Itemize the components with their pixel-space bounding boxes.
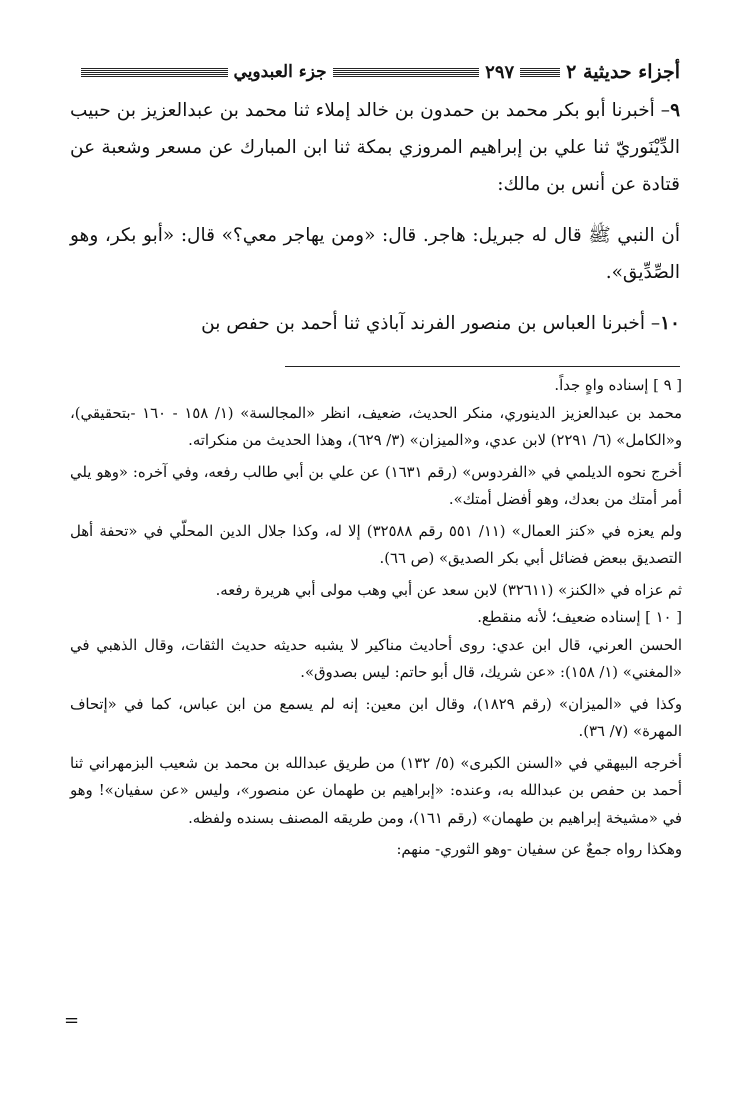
header-rule-left	[81, 68, 228, 77]
hadith-9-chain	[70, 92, 680, 203]
hadith-10-chain	[70, 305, 680, 342]
continuation-mark: =	[64, 1010, 80, 1031]
footnotes	[70, 372, 682, 868]
hadith-10-number: ١٠	[660, 313, 680, 334]
footnote-paragraph: محمد بن عبدالعزيز الدينوري، منكر الحديث، ضعيف، انظر «المجالسة» (١/ ١٥٨ - ١٦٠ -بتحقيقي)، و«الكامل» (٦/ ٢٢٩١) لابن عدي، و«الميزان» (٣/ ٦٢٩)، وهذا الحديث من منكراته.	[70, 404, 682, 449]
main-text	[70, 92, 680, 342]
page-header	[75, 52, 680, 92]
book-title: أجزاء حديثية ٢	[566, 61, 680, 83]
footnote-paragraph: ولم يعزه في «كنز العمال» (١١/ ٥٥١ رقم ٣٢٥٨٨) إلا له، وكذا جلال الدين المحلّي في «تحفة أهل التصديق ببعض فضائل أبي بكر الصديق» (ص ٦٦).	[70, 522, 682, 567]
paragraph-gap	[70, 203, 680, 217]
footnote-paragraph: وهكذا رواه جمعٌ عن سفيان -وهو الثوري- منهم:	[396, 841, 682, 858]
footnote-paragraph: ثم عزاه في «الكنز» (٣٢٦١١) لابن سعد عن أبي وهب مولى أبي هريرة رفعه.	[215, 581, 682, 599]
footnote-9-heading: [ ٩ ] إسناده واهٍ جداً.	[554, 377, 682, 394]
paragraph-gap	[70, 291, 680, 305]
footnote-paragraph: وكذا في «الميزان» (رقم ١٨٢٩)، وقال ابن معين: إنه لم يسمع من ابن عباس، كما في «إتحاف المهرة» (٧/ ٣٦).	[70, 695, 683, 740]
page-number: ٢٩٧	[485, 61, 515, 83]
hadith-9-text: أن النبي ﷺ قال له جبريل: هاجر. قال: «ومن يهاجر معي؟» قال: «أبو بكر، وهو الصِّدِّيق».	[70, 225, 680, 283]
hadith-10-chain-text: – أخبرنا العباس بن منصور الفرند آباذي ثنا أحمد بن حفص بن	[201, 313, 661, 334]
hadith-9-chain-text: – أخبرنا أبو بكر محمد بن حمدون بن خالد إملاء ثنا محمد بن عبدالعزيز بن حبيب الدِّيْنَوريّ ثنا علي بن إبراهيم المروزي بمكة ثنا ابن المبارك عن مسعر وشعبة عن قتادة عن أنس بن مالك:	[70, 100, 680, 195]
footnote-paragraph: أخرج نحوه الديلمي في «الفردوس» (رقم ١٦٣١) عن علي بن أبي طالب رفعه، وفي آخره: «وهو يلي أمر أمتك من بعدك، وهو أفضل أمتك».	[70, 463, 682, 508]
footnote-10-heading: [ ١٠ ] إسناده ضعيف؛ لأنه منقطع.	[477, 609, 682, 626]
header-rule-right	[520, 68, 560, 77]
footnote-separator	[285, 366, 680, 367]
footnote-paragraph: الحسن العرني، قال ابن عدي: روى أحاديث مناكير لا يشبه حديثه حديث الثقات، وقال الذهبي في «المغني» (١/ ١٥٨): «عن شريك، قال أبو حاتم: ليس بصدوق».	[70, 636, 682, 681]
hadith-9-number: ٩	[670, 100, 680, 121]
header-rule-middle	[333, 68, 480, 77]
footnote-paragraph: أخرجه البيهقي في «السنن الكبرى» (٥/ ١٣٢) من طريق عبدالله بن محمد بن شعيب البزمهراني ثنا أحمد بن حفص بن عبدالله به، وعنده: «إبراهيم بن طهمان عن منصور»، وليس «عن سفيان»! وهو في «مشيخة إبراهيم بن طهمان» (رقم ١٦١)، ومن طريقه المصنف بسنده ولفظه.	[70, 754, 682, 827]
section-title: جزء العبدويي	[233, 62, 327, 82]
